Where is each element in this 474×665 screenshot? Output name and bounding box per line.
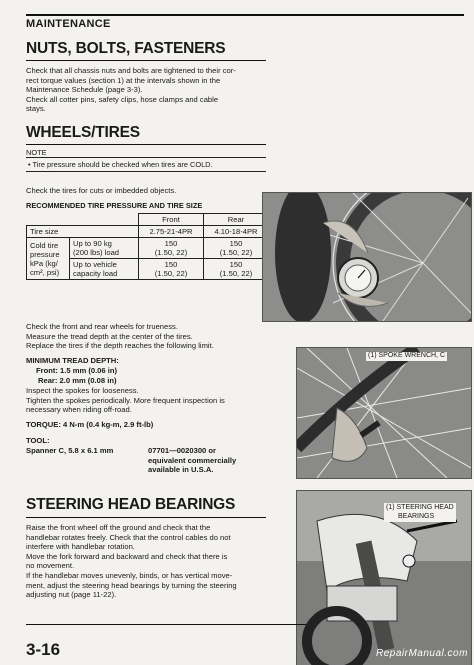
cold-label-line: pressure <box>30 249 60 259</box>
load1-label <box>70 238 139 259</box>
tread-depth-title: MINIMUM TREAD DEPTH: <box>26 356 119 365</box>
load2-label <box>70 259 139 280</box>
tool-title: TOOL: <box>26 436 50 445</box>
spoke-wrench-illustration <box>297 348 471 478</box>
col-rear-header: Rear <box>204 214 269 226</box>
spoke-paragraph <box>26 386 225 415</box>
tire-size-label: Tire size <box>27 226 139 238</box>
pressure-value: 150 <box>164 239 178 248</box>
load-label-line: (200 lbs) load <box>73 248 120 257</box>
nuts-line: stays. <box>26 104 46 114</box>
load-label-line: Up to vehicle <box>73 260 117 269</box>
steering-paragraph <box>26 523 237 600</box>
steering-line: adjusting nut (page 11-22). <box>26 590 117 600</box>
steering-callout-line: BEARINGS <box>398 512 435 520</box>
table-row <box>27 238 269 259</box>
watermark: RepairManual.com <box>376 648 468 659</box>
load-label-line: capacity load <box>73 269 118 278</box>
note-text: • Tire pressure should be checked when tires are COLD. <box>28 160 213 169</box>
note-label: NOTE <box>26 148 47 157</box>
col-front-header: Front <box>139 214 204 226</box>
pressure-value: 150 <box>164 260 178 269</box>
spoke-line: Inspect the spokes for looseness. <box>26 386 139 395</box>
pressure-units: (1.50, 22) <box>219 248 253 257</box>
tool-number-line: 07701—0020300 or <box>148 446 216 455</box>
spoke-line: necessary when riding off-road. <box>26 405 132 415</box>
steering-line: ment, adjust the steering head bearings by turning the steering <box>26 580 237 590</box>
steering-heading: STEERING HEAD BEARINGS <box>26 496 236 513</box>
nuts-line: Check that all chassis nuts and bolts are tightened to their cor- <box>26 66 236 75</box>
trueness-line: Check the front and rear wheels for trueness. <box>26 322 178 331</box>
tread-rear: Rear: 2.0 mm (0.08 in) <box>38 376 117 385</box>
cold-label-line: Cold tire <box>30 240 59 250</box>
load-label-line: Up to 90 kg <box>73 239 112 248</box>
tread-front: Front: 1.5 mm (0.06 in) <box>36 366 118 375</box>
steering-line: handlebar rotates freely. Check that the control cables do not <box>26 532 231 542</box>
pressure-units: (1.50, 22) <box>219 269 253 278</box>
trueness-paragraph <box>26 322 214 351</box>
load2-rear <box>204 259 269 280</box>
spoke-line: Tighten the spokes periodically. More frequent inspection is <box>26 395 225 405</box>
tire-table-title: RECOMMENDED TIRE PRESSURE AND TIRE SIZE <box>26 201 203 210</box>
tire-gauge-illustration <box>263 193 471 321</box>
nuts-line: Maintenance Schedule (page 3-3). <box>26 85 143 95</box>
spoke-wrench-photo <box>296 347 472 479</box>
note-rule-top <box>26 157 266 158</box>
table-header-row <box>27 214 269 226</box>
nuts-heading: NUTS, BOLTS, FASTENERS <box>26 40 226 57</box>
pressure-value: 150 <box>229 260 243 269</box>
cold-label-line: kPa (kg/ <box>30 258 58 268</box>
trueness-line: Measure the tread depth at the center of the tires. <box>26 331 193 341</box>
steering-line: interfere with handlebar rotation. <box>26 542 135 552</box>
nuts-rule <box>26 60 266 61</box>
spoke-wrench-callout: (1) SPOKE WRENCH, C <box>368 352 446 359</box>
steering-rule <box>26 517 266 518</box>
tool-alt-line: available in U.S.A. <box>148 465 214 475</box>
trueness-line: Replace the tires if the depth reaches the following limit. <box>26 341 214 351</box>
tire-size-front: 2.75-21-4PR <box>139 226 204 238</box>
section-label: MAINTENANCE <box>26 18 111 30</box>
load1-front <box>139 238 204 259</box>
footer-rule <box>26 624 306 625</box>
note-rule-bottom <box>26 171 266 172</box>
tool-name: Spanner C, 5.8 x 6.1 mm <box>26 446 114 455</box>
steering-line: If the handlebar moves unevenly, binds, or has vertical move- <box>26 570 233 580</box>
header-rule <box>26 14 464 16</box>
tire-pressure-table <box>26 213 269 280</box>
torque-spec: TORQUE: 4 N-m (0.4 kg-m, 2.9 ft-lb) <box>26 420 154 429</box>
wheels-rule <box>26 144 266 145</box>
tire-gauge-photo <box>262 192 472 322</box>
table-row <box>27 226 269 238</box>
pressure-value: 150 <box>229 239 243 248</box>
check-tires-line: Check the tires for cuts or imbedded objects. <box>26 186 177 195</box>
tire-size-rear: 4.10-18-4PR <box>204 226 269 238</box>
steering-line: Move the fork forward and backward and check that there is <box>26 551 228 561</box>
wheels-heading: WHEELS/TIRES <box>26 124 140 141</box>
nuts-line: rect torque values (section 1) at the intervals shown in the <box>26 75 221 85</box>
page-number: 3-16 <box>26 640 61 659</box>
load2-front <box>139 259 204 280</box>
tool-number <box>148 446 236 475</box>
pressure-units: (1.50, 22) <box>154 269 188 278</box>
pressure-units: (1.50, 22) <box>154 248 188 257</box>
steering-callout-line: (1) STEERING HEAD <box>386 504 454 511</box>
nuts-line: Check all cotter pins, safety clips, hose clamps and cable <box>26 94 219 104</box>
steering-line: no movement. <box>26 561 75 571</box>
nuts-paragraph <box>26 66 276 114</box>
cold-pressure-label <box>27 238 70 280</box>
steering-line: Raise the front wheel off the ground and check that the <box>26 523 211 532</box>
steering-callout <box>384 503 456 522</box>
cold-label-line: cm², psi) <box>30 267 60 277</box>
tool-alt-line: equivalent commercially <box>148 455 237 465</box>
load1-rear <box>204 238 269 259</box>
